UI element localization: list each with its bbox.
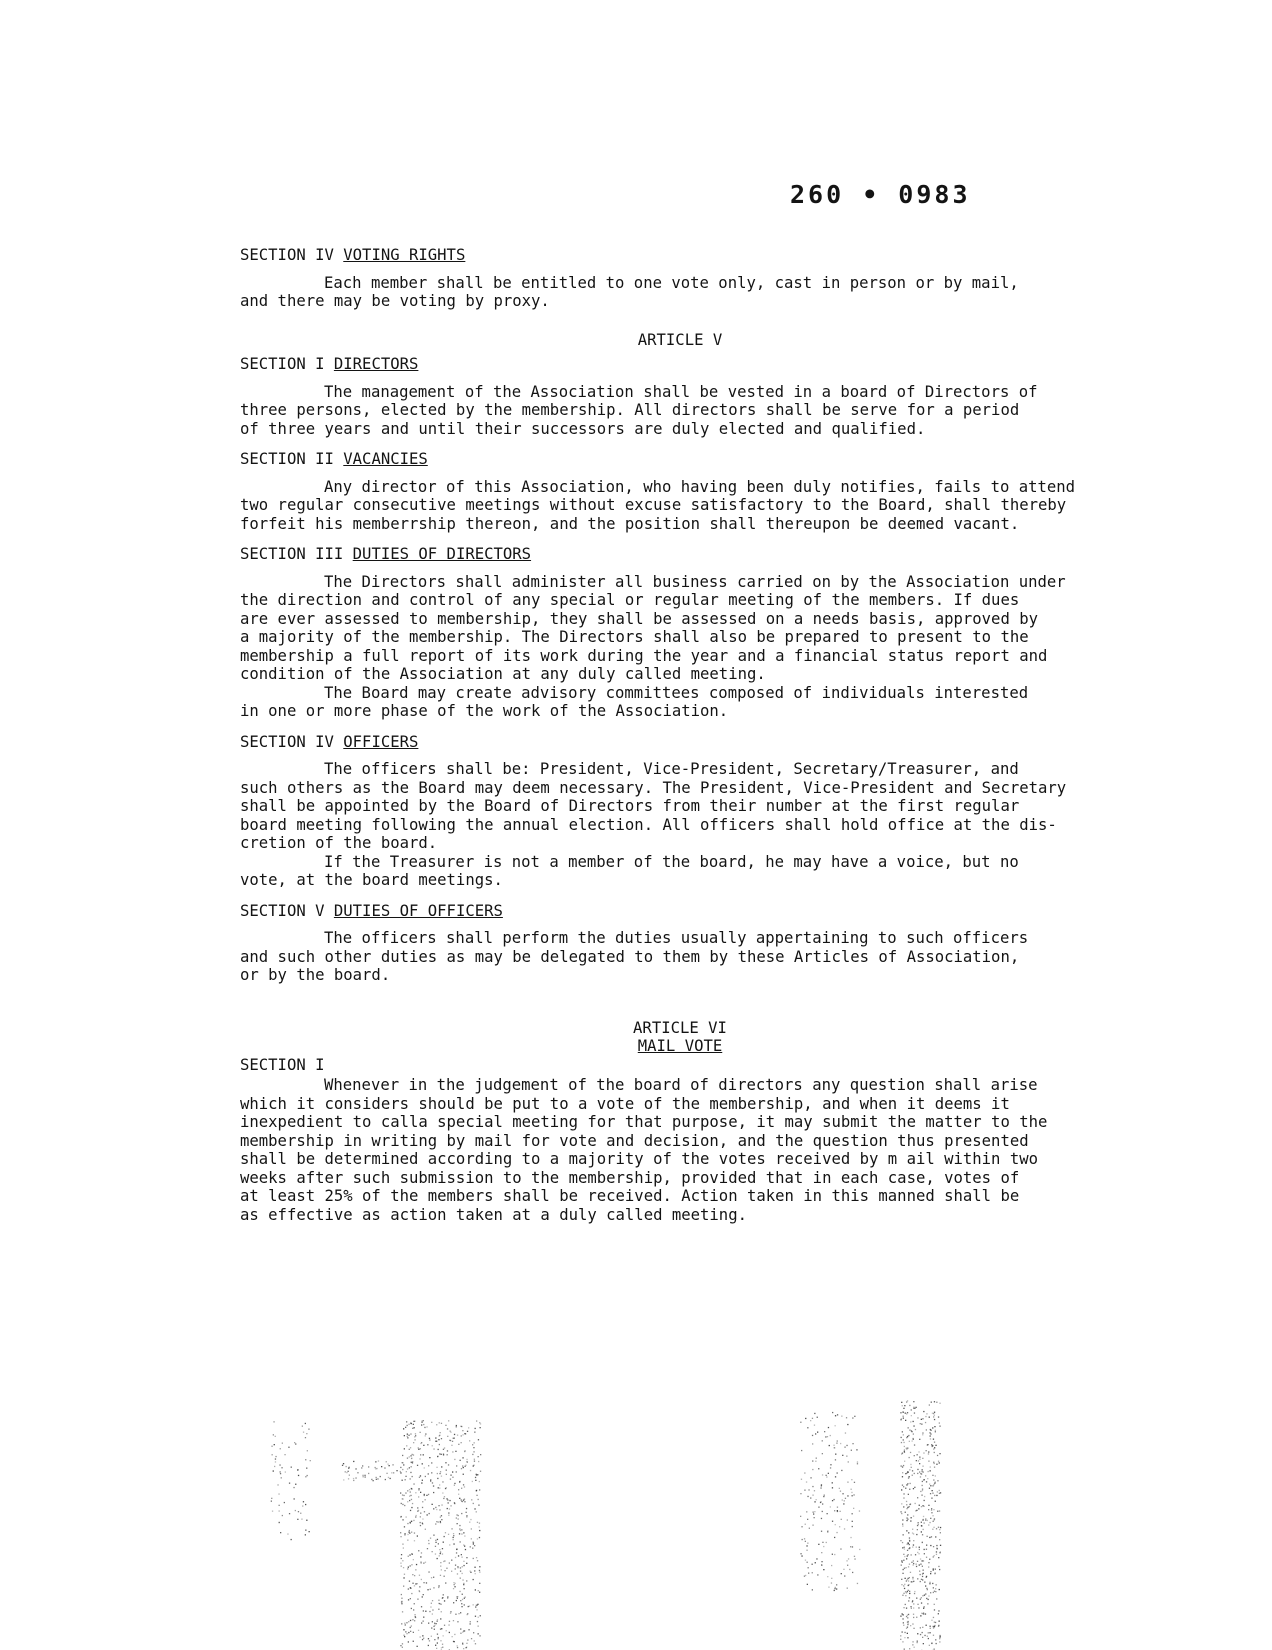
section-heading-duties-of-directors: [240, 545, 1100, 564]
section-heading-prefix: SECTION I: [240, 355, 334, 373]
paragraph-officers: The officers shall be: President, Vice-President, Secretary/Treasurer, and such others as the Board may deem necessary. The President, Vice-President and Secretary shall be appointed by the Board of Directors from their number at the first regular board meeting following the annual election. All officers shall hold office at the dis- cretion of the board.: [240, 760, 1067, 852]
section-heading-directors: [240, 355, 1100, 374]
section-heading-title: VOTING RIGHTS: [343, 246, 466, 264]
article-vi-title: ARTICLE VI: [633, 1018, 727, 1037]
section-heading-officers: [240, 733, 1100, 752]
paragraph-directors: The management of the Association shall be vested in a board of Directors of three persons, elected by the membership. All directors shall be serve for a period of three years and until their successors are duly elected and qualified.: [240, 382, 1038, 438]
paragraph-mail-vote: Whenever in the judgement of the board of directors any question shall arise which it considers should be put to a vote of the membership, and when it deems it inexpedient to calla special meeting for that purpose, it may submit the matter to the membership in writing by mail for vote and decision, and the question thus presented shall be determined according to a majority of the votes received by m ail within two weeks after such submission to the membership, provided that in each case, votes of at least 25% of the members shall be received. Action taken in this manned shall be as effective as action taken at a duly called meeting.: [240, 1076, 1048, 1224]
section-heading-title: DUTIES OF DIRECTORS: [352, 545, 532, 563]
section-heading-title: DUTIES OF OFFICERS: [333, 901, 503, 920]
section-heading-title: OFFICERS: [343, 732, 419, 751]
section-heading-prefix: SECTION II: [240, 450, 344, 468]
paragraph-voting-rights: Each member shall be entitled to one vote only, cast in person or by mail, and there may be voting by proxy.: [240, 273, 1019, 310]
section-heading-prefix: SECTION V: [240, 901, 334, 920]
article-vi-header: [240, 1019, 1100, 1056]
section-heading-prefix: SECTION IV: [240, 246, 344, 264]
article-vi-subtitle: MAIL VOTE: [637, 1037, 723, 1055]
section-heading-prefix: SECTION III: [240, 545, 353, 563]
section-heading-prefix: SECTION IV: [240, 732, 344, 751]
paragraph-duties-of-directors: The Directors shall administer all business carried on by the Association under the direction and control of any special or regular meeting of the members. If dues are ever assessed to membership, they shall be assessed on a needs basis, approved by a majority of the membership. The Directors shall also be prepared to present to the membership a full report of its work during the year and a financial status report and condition of the Association at any duly called meeting.: [240, 572, 1066, 683]
paragraph-treasurer: If the Treasurer is not a member of the board, he may have a voice, but no vote, at the board meetings.: [240, 852, 1019, 889]
section-heading-title: DIRECTORS: [333, 355, 419, 373]
section-heading-duties-of-officers: [240, 902, 1100, 921]
section-heading-title: VACANCIES: [343, 450, 428, 468]
paragraph-vacancies: Any director of this Association, who having been duly notifies, fails to attend two regular consecutive meetings without excuse satisfactory to the Board, shall thereby forfeit his memberrship thereon, and the position shall thereupon be deemed vacant.: [240, 477, 1076, 533]
page-number: 260 • 0983: [790, 180, 971, 209]
section-heading-mail-vote: SECTION I: [240, 1055, 325, 1074]
article-v-title: ARTICLE V: [637, 330, 723, 349]
page-number-stamp: [790, 180, 971, 209]
paragraph-advisory-committees: The Board may create advisory committees composed of individuals interested in one or more phase of the work of the Association.: [240, 683, 1029, 720]
document-body: [240, 246, 1100, 1224]
section-heading-vacancies: [240, 450, 1100, 469]
section-heading-voting-rights: [240, 246, 1100, 265]
paragraph-duties-of-officers: The officers shall perform the duties usually appertaining to such officers and such other duties as may be delegated to them by these Articles of Association, or by the board.: [240, 929, 1029, 984]
